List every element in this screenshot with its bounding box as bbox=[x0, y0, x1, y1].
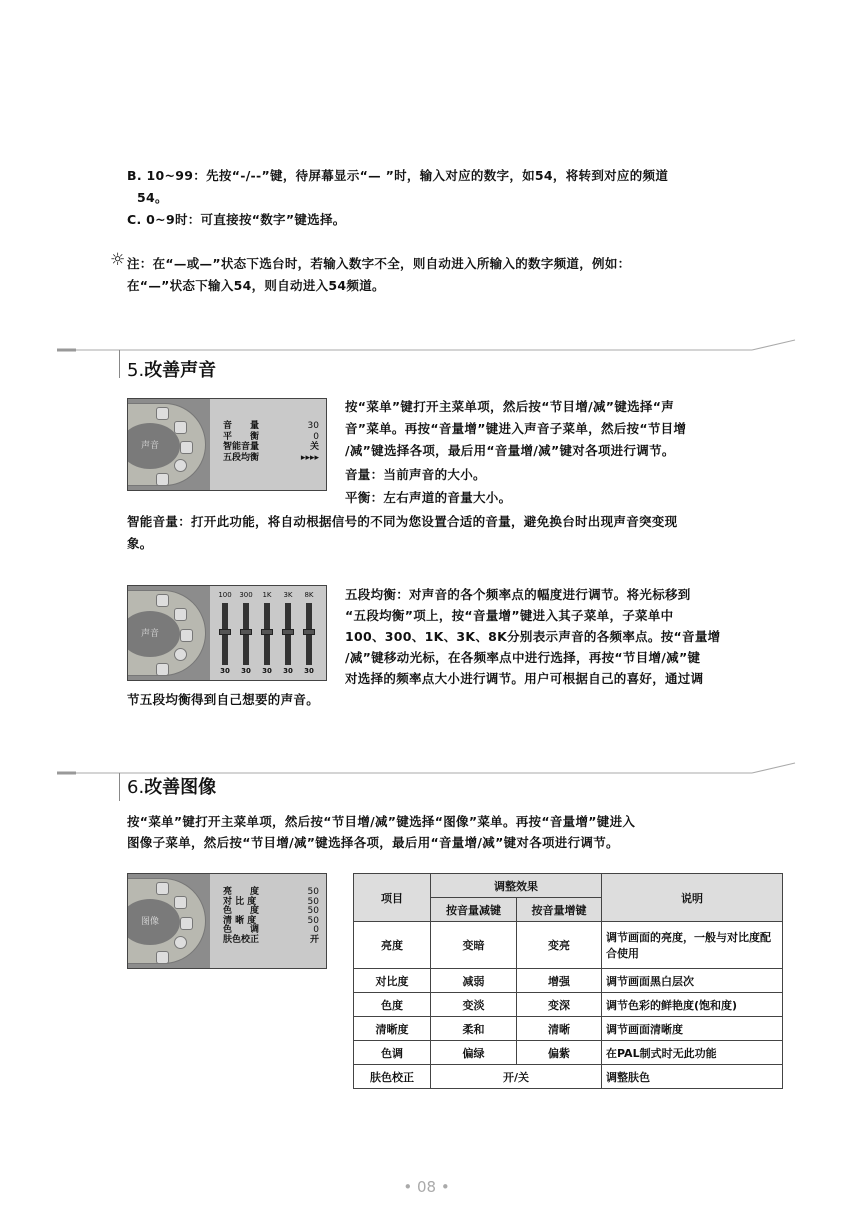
menu-icon bbox=[156, 473, 169, 486]
eq-freq-label: 100 bbox=[218, 591, 232, 599]
eq-slider-knob bbox=[282, 629, 294, 635]
menu-icon bbox=[180, 917, 193, 930]
menu-center-label: 声音 bbox=[127, 611, 180, 657]
intro-b-line: B. 10~99：先按“-/--”键，待屏幕显示“— ”时，输入对应的数字，如54，将转到对应的频道 bbox=[127, 168, 669, 183]
smart-volume-para: 智能音量：打开此功能，将自动根据信号的不同为您设置合适的音量，避免换台时出现声音突变现 bbox=[127, 514, 678, 529]
table-cell-item: 清晰度 bbox=[354, 1017, 431, 1041]
eq-slider-knob bbox=[240, 629, 252, 635]
section-title-sound: 5.改善声音 bbox=[127, 360, 217, 381]
table-cell-both: 开/关 bbox=[431, 1065, 602, 1089]
header-item: 项目 bbox=[354, 874, 431, 922]
header-effect: 调整效果 bbox=[431, 874, 602, 898]
eq-para: 五段均衡：对声音的各个频率点的幅度进行调节。将光标移到 bbox=[345, 587, 691, 602]
eq-para: 节五段均衡得到自己想要的声音。 bbox=[127, 692, 320, 707]
sound-para: 按“菜单”键打开主菜单项，然后按“节目增/减”键选择“声 bbox=[345, 399, 675, 414]
intro-c-line: C. 0~9时：可直接按“数字”键选择。 bbox=[127, 212, 346, 227]
eq-freq-label: 3K bbox=[283, 591, 293, 599]
eq-slider-knob bbox=[261, 629, 273, 635]
title-bar bbox=[119, 350, 120, 378]
picture-menu-image: 图像 亮 度 50 对 比 度 50 色 度 50 清 晰 度 50 色 调 0 肤色校正 开 bbox=[127, 873, 327, 969]
note-line-1: 注：在“—或—”状态下选台时，若输入数字不全，则自动进入所输入的数字频道，例如： bbox=[127, 256, 631, 271]
menu-icon bbox=[156, 594, 169, 607]
section-title-picture: 6.改善图像 bbox=[127, 777, 217, 798]
menu-icon bbox=[174, 936, 187, 949]
table-cell-up: 偏紫 bbox=[517, 1041, 602, 1065]
equalizer-menu-image bbox=[127, 585, 327, 681]
picture-para: 按“菜单”键打开主菜单项，然后按“节目增/减”键选择“图像”菜单。再按“音量增”键进入 bbox=[127, 814, 636, 829]
sound-para: 音”菜单。再按“音量增”键进入声音子菜单，然后按“节目增 bbox=[345, 421, 687, 436]
menu-icon bbox=[174, 459, 187, 472]
table-cell-desc: 调节画面黑白层次 bbox=[602, 969, 783, 993]
table-row bbox=[354, 1041, 783, 1065]
table-cell-down: 柔和 bbox=[431, 1017, 517, 1041]
eq-para: 对选择的频率点大小进行调节。用户可根据自己的喜好，通过调 bbox=[345, 671, 704, 686]
page-number: • 08 • bbox=[403, 1178, 450, 1196]
menu-center-label: 声音 bbox=[127, 423, 180, 469]
table-cell-desc: 调节色彩的鲜艳度(饱和度) bbox=[602, 993, 783, 1017]
table-row bbox=[354, 993, 783, 1017]
table-cell-down: 减弱 bbox=[431, 969, 517, 993]
table-cell-down: 变暗 bbox=[431, 922, 517, 969]
sound-para: /减”键选择各项，最后用“音量增/减”键对各项进行调节。 bbox=[345, 443, 675, 458]
note-line-2: 在“—”状态下输入54，则自动进入54频道。 bbox=[127, 278, 385, 293]
eq-slider-knob bbox=[219, 629, 231, 635]
menu-icon bbox=[156, 663, 169, 676]
table-cell-item: 对比度 bbox=[354, 969, 431, 993]
eq-value-label: 30 bbox=[283, 667, 293, 675]
eq-para: “五段均衡”项上，按“音量增”键进入其子菜单，子菜单中 bbox=[345, 608, 674, 623]
table-cell-desc: 调整肤色 bbox=[602, 1065, 783, 1089]
table-row bbox=[354, 969, 783, 993]
eq-value-label: 30 bbox=[241, 667, 251, 675]
table-row bbox=[354, 1017, 783, 1041]
table-cell-item: 肤色校正 bbox=[354, 1065, 431, 1089]
sound-menu-image: 声音 音 量 30 平 衡 0 智能音量 关 五段均衡 ▸▸▸▸ bbox=[127, 398, 327, 491]
menu-icon bbox=[156, 882, 169, 895]
menu-icon bbox=[174, 896, 187, 909]
header-down: 按音量减键 bbox=[431, 898, 517, 922]
header-desc: 说明 bbox=[602, 874, 783, 922]
menu-icon bbox=[156, 407, 169, 420]
menu-icon bbox=[180, 441, 193, 454]
picture-para: 图像子菜单，然后按“节目增/减”键选择各项，最后用“音量增/减”键对各项进行调节。 bbox=[127, 835, 619, 850]
table-cell-up: 清晰 bbox=[517, 1017, 602, 1041]
table-cell-down: 偏绿 bbox=[431, 1041, 517, 1065]
header-up: 按音量增键 bbox=[517, 898, 602, 922]
menu-icon bbox=[156, 951, 169, 964]
table-cell-up: 变亮 bbox=[517, 922, 602, 969]
table-cell-item: 色调 bbox=[354, 1041, 431, 1065]
eq-freq-label: 8K bbox=[304, 591, 314, 599]
sound-para: 平衡：左右声道的音量大小。 bbox=[345, 490, 512, 505]
menu-icon bbox=[174, 421, 187, 434]
sun-icon: ☼ bbox=[110, 250, 126, 270]
page-number-text: 08 bbox=[416, 1178, 437, 1196]
menu-center-label: 图像 bbox=[127, 899, 180, 945]
eq-freq-label: 1K bbox=[262, 591, 272, 599]
intro-b-cont: 54。 bbox=[137, 190, 168, 205]
eq-freq-label: 300 bbox=[239, 591, 253, 599]
eq-para: 100、300、1K、3K、8K分别表示声音的各频率点。按“音量增 bbox=[345, 629, 721, 644]
sound-para: 音量：当前声音的大小。 bbox=[345, 467, 486, 482]
smart-volume-para: 象。 bbox=[127, 536, 153, 551]
eq-para: /减”键移动光标，在各频率点中进行选择，再按“节目增/减”键 bbox=[345, 650, 701, 665]
table-cell-desc: 调节画面清晰度 bbox=[602, 1017, 783, 1041]
picture-settings-table bbox=[353, 873, 783, 1089]
table-cell-item: 色度 bbox=[354, 993, 431, 1017]
eq-value-label: 30 bbox=[304, 667, 314, 675]
eq-slider-knob bbox=[303, 629, 315, 635]
table-cell-down: 变淡 bbox=[431, 993, 517, 1017]
table-cell-up: 增强 bbox=[517, 969, 602, 993]
section-divider bbox=[0, 320, 853, 360]
table-cell-desc: 调节画面的亮度，一般与对比度配合使用 bbox=[602, 922, 783, 969]
eq-value-label: 30 bbox=[262, 667, 272, 675]
eq-value-label: 30 bbox=[220, 667, 230, 675]
menu-icon bbox=[174, 648, 187, 661]
table-cell-up: 变深 bbox=[517, 993, 602, 1017]
menu-icon bbox=[180, 629, 193, 642]
title-bar bbox=[119, 773, 120, 801]
table-cell-item: 亮度 bbox=[354, 922, 431, 969]
table-row bbox=[354, 922, 783, 969]
menu-icon bbox=[174, 608, 187, 621]
table-cell-desc: 在PAL制式时无此功能 bbox=[602, 1041, 783, 1065]
